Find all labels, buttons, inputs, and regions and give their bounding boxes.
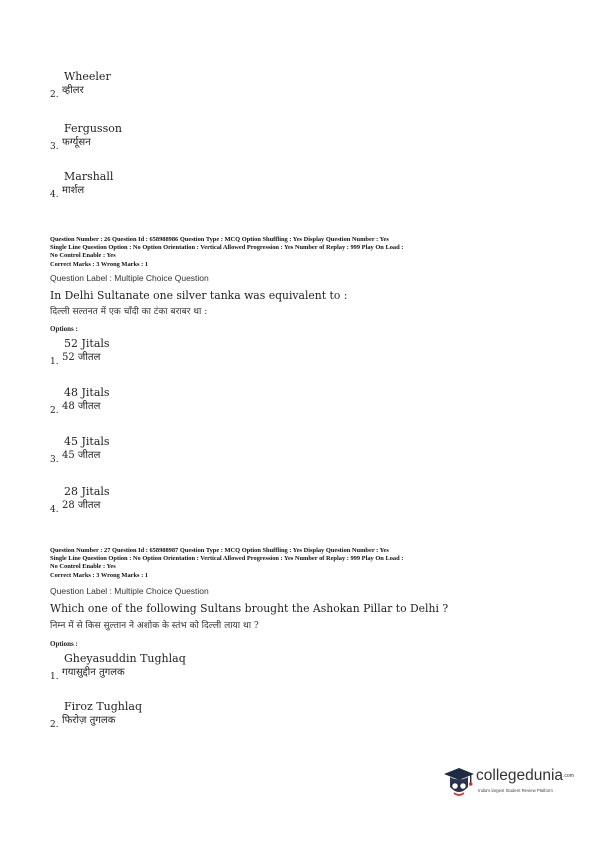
- option-number: 4.: [50, 505, 59, 515]
- option-english: Wheeler: [64, 70, 111, 83]
- options-heading: Options :: [50, 640, 78, 648]
- option-hindi: फिरोज़ तुगलक: [62, 715, 116, 726]
- collegedunia-logo[interactable]: [442, 765, 582, 803]
- meta-line: Single Line Question Option : No Option Orientation : Vertical Allowed Progression : Yes Number of Replay : 999 Play On Load :: [50, 244, 404, 252]
- option-number: 2.: [50, 406, 59, 416]
- option-number: 3.: [50, 142, 59, 152]
- q27-option-2[interactable]: [50, 700, 142, 731]
- option-number: 4.: [50, 190, 59, 200]
- question-label: Question Label : Multiple Choice Question: [50, 273, 209, 283]
- meta-line: Question Number : 27 Question Id : 658988987 Question Type : MCQ Option Shuffling : Yes Display Question Number : Yes: [50, 547, 389, 554]
- question-26-meta: [50, 236, 570, 269]
- option-hindi: मार्शल: [62, 185, 85, 196]
- option-hindi: गयासुद्दीन तुगलक: [62, 667, 125, 678]
- option-number: 3.: [50, 455, 59, 465]
- logo-tagline: India's largest Student Review Platform: [478, 788, 553, 793]
- marks-line: Correct Marks : 3 Wrong Marks : 1: [50, 260, 149, 268]
- prev-option-2: [50, 70, 111, 101]
- option-number: 1.: [50, 357, 59, 367]
- meta-line: No Control Enable : Yes: [50, 563, 116, 571]
- question-label: Question Label : Multiple Choice Question: [50, 586, 209, 596]
- marks-line: Correct Marks : 3 Wrong Marks : 1: [50, 571, 149, 579]
- option-hindi: 52 जीतल: [62, 352, 101, 363]
- logo-wordmark: [476, 767, 574, 785]
- option-english: Fergusson: [64, 122, 122, 135]
- question-text-english: Which one of the following Sultans brought the Ashokan Pillar to Delhi ?: [50, 602, 449, 615]
- q26-option-3[interactable]: [50, 435, 110, 466]
- graduate-mascot-icon: [442, 765, 476, 803]
- option-english: 45 Jitals: [64, 435, 110, 448]
- prev-option-4: [50, 170, 113, 201]
- question-text-hindi: दिल्ली सल्तनत में एक चाँदी का टंका बराबर था :: [50, 307, 208, 317]
- option-hindi: 48 जीतल: [62, 401, 101, 412]
- q26-option-2[interactable]: [50, 386, 110, 417]
- options-heading: Options :: [50, 325, 78, 333]
- option-number: 1.: [50, 672, 59, 682]
- question-27-meta: [50, 547, 570, 580]
- option-english: Firoz Tughlaq: [64, 700, 142, 713]
- q27-option-1[interactable]: [50, 652, 186, 683]
- question-text-english: In Delhi Sultanate one silver tanka was equivalent to :: [50, 289, 348, 302]
- option-number: 2.: [50, 720, 59, 730]
- logo-name-text: collegedunia: [476, 767, 564, 784]
- option-hindi: व्हीलर: [62, 85, 84, 96]
- option-english: 48 Jitals: [64, 386, 110, 399]
- logo-domain: .com: [563, 773, 574, 779]
- question-text-hindi: निम्न में से किस सुल्तान ने अशोक के स्तंभ को दिल्ली लाया था ?: [50, 621, 259, 631]
- option-english: Gheyasuddin Tughlaq: [64, 652, 186, 665]
- q26-option-1[interactable]: [50, 337, 110, 368]
- meta-line: Question Number : 26 Question Id : 658988986 Question Type : MCQ Option Shuffling : Yes Display Question Number : Yes: [50, 236, 389, 243]
- option-english: 52 Jitals: [64, 337, 110, 350]
- meta-line: No Control Enable : Yes: [50, 252, 116, 260]
- q26-option-4[interactable]: [50, 485, 110, 516]
- option-hindi: 45 जीतल: [62, 450, 101, 461]
- option-hindi: 28 जीतल: [62, 500, 101, 511]
- option-number: 2.: [50, 90, 59, 100]
- meta-line: Single Line Question Option : No Option Orientation : Vertical Allowed Progression : Yes Number of Replay : 999 Play On Load :: [50, 555, 404, 563]
- option-hindi: फर्ग्यूसन: [62, 137, 91, 148]
- option-english: 28 Jitals: [64, 485, 110, 498]
- option-english: Marshall: [64, 170, 114, 183]
- prev-option-3: [50, 122, 122, 153]
